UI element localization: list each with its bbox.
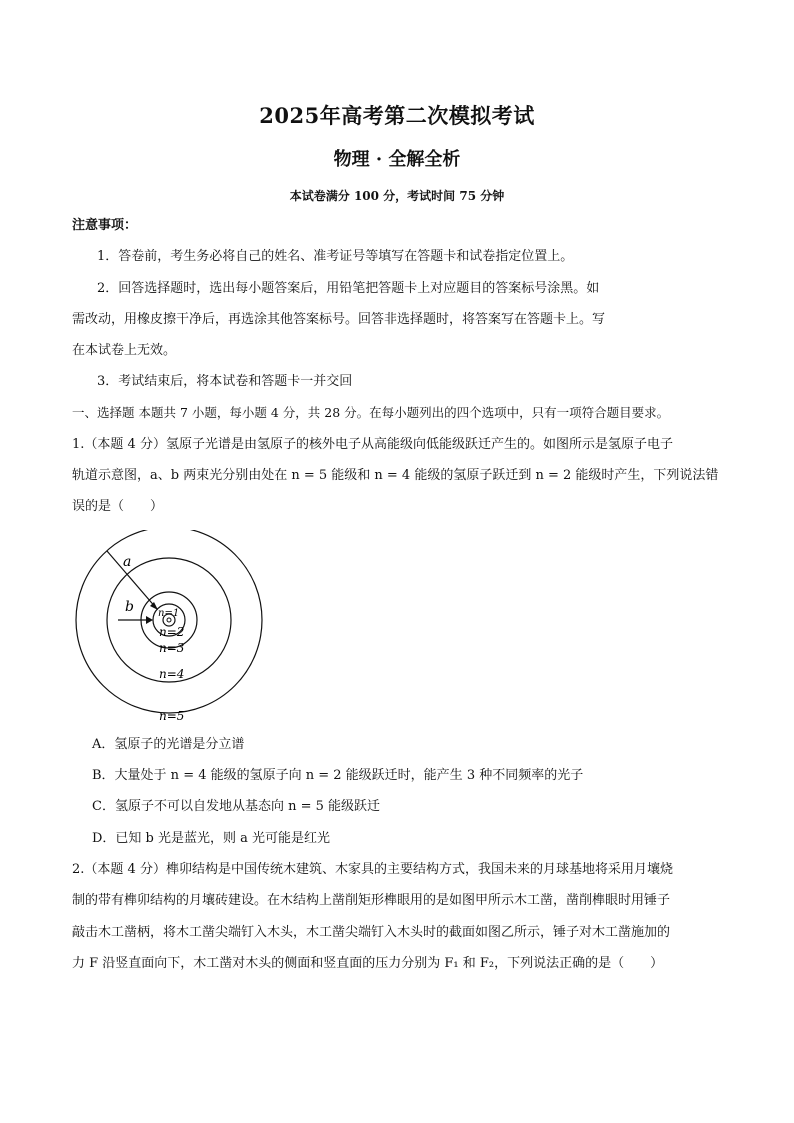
- arrow-a-head: [150, 602, 158, 610]
- notice-item-2-line-3: 在本试卷上无效。: [72, 343, 177, 358]
- notice-item-1: 1．答卷前，考生务必将自己的姓名、准考证号等填写在答题卡和试卷指定位置上。: [97, 249, 574, 264]
- arrow-b-head: [146, 616, 153, 624]
- notice-item-2-line-2: 需改动，用橡皮擦干净后，再选涂其他答案标号。回答非选择题时，将答案写在答题卡上。写: [72, 312, 606, 327]
- question-2-line-3: 敲击木工凿柄，将木工凿尖端钉入木头，木工凿尖端钉入木头时的截面如图乙所示，锤子对木工凿施加的: [72, 925, 671, 940]
- notice-item-2-line-1: 2．回答选择题时，选出每小题答案后，用铅笔把答题卡上对应题目的答案标号涂黑。如: [97, 281, 600, 296]
- question-2-line-1: 2.（本题 4 分）榫卯结构是中国传统木建筑、木家具的主要结构方式，我国未来的月球基地将采用月壤烧: [72, 862, 673, 877]
- label-n3: n=3: [159, 641, 185, 655]
- label-n2: n=2: [159, 625, 185, 639]
- page-title: 2025年高考第二次模拟考试: [259, 103, 535, 128]
- hydrogen-orbit-diagram: [70, 530, 270, 730]
- question-2-line-4: 力 F 沿竖直面向下，木工凿对木头的侧面和竖直面的压力分别为 F₁ 和 F₂，下列说法正确的是（ ）: [72, 956, 664, 971]
- label-n4: n=4: [159, 667, 185, 681]
- question-1-option-d: D．已知 b 光是蓝光，则 a 光可能是红光: [92, 831, 331, 846]
- label-n5: n=5: [159, 709, 185, 723]
- notice-item-3: 3．考试结束后，将本试卷和答题卡一并交回: [97, 374, 353, 389]
- question-1-line-2: 轨道示意图，a、b 两束光分别由处在 n = 5 能级和 n = 4 能级的氢原子跃迁到 n = 2 能级时产生，下列说法错: [72, 468, 719, 483]
- question-1-line-1: 1.（本题 4 分）氢原子光谱是由氢原子的核外电子从高能级向低能级跃迁产生的。如图所示是氢原子电子: [72, 437, 673, 452]
- question-1-option-a: A．氢原子的光谱是分立谱: [92, 737, 245, 752]
- label-b: b: [125, 599, 134, 615]
- notice-heading: 注意事项：: [72, 218, 138, 233]
- question-1-line-3: 误的是（ ）: [72, 499, 164, 514]
- question-1-option-b: B．大量处于 n = 4 能级的氢原子向 n = 2 能级跃迁时，能产生 3 种不同频率的光子: [92, 768, 584, 783]
- page-subtitle: 物理 · 全解全析: [333, 149, 461, 170]
- section-1-heading: 一、选择题 本题共 7 小题，每小题 4 分，共 28 分。在每小题列出的四个选项中，只有一项符合题目要求。: [72, 405, 670, 420]
- question-2-line-2: 制的带有榫卯结构的月壤砖建设。在木结构上凿削矩形榫眼用的是如图甲所示木工凿，凿削榫眼时用锤子: [72, 893, 671, 908]
- label-a: a: [123, 554, 132, 570]
- label-n1: n=1: [158, 608, 180, 619]
- question-1-option-c: C．氢原子不可以自发地从基态向 n = 5 能级跃迁: [92, 799, 381, 814]
- exam-info: 本试卷满分 100 分，考试时间 75 分钟: [289, 189, 505, 203]
